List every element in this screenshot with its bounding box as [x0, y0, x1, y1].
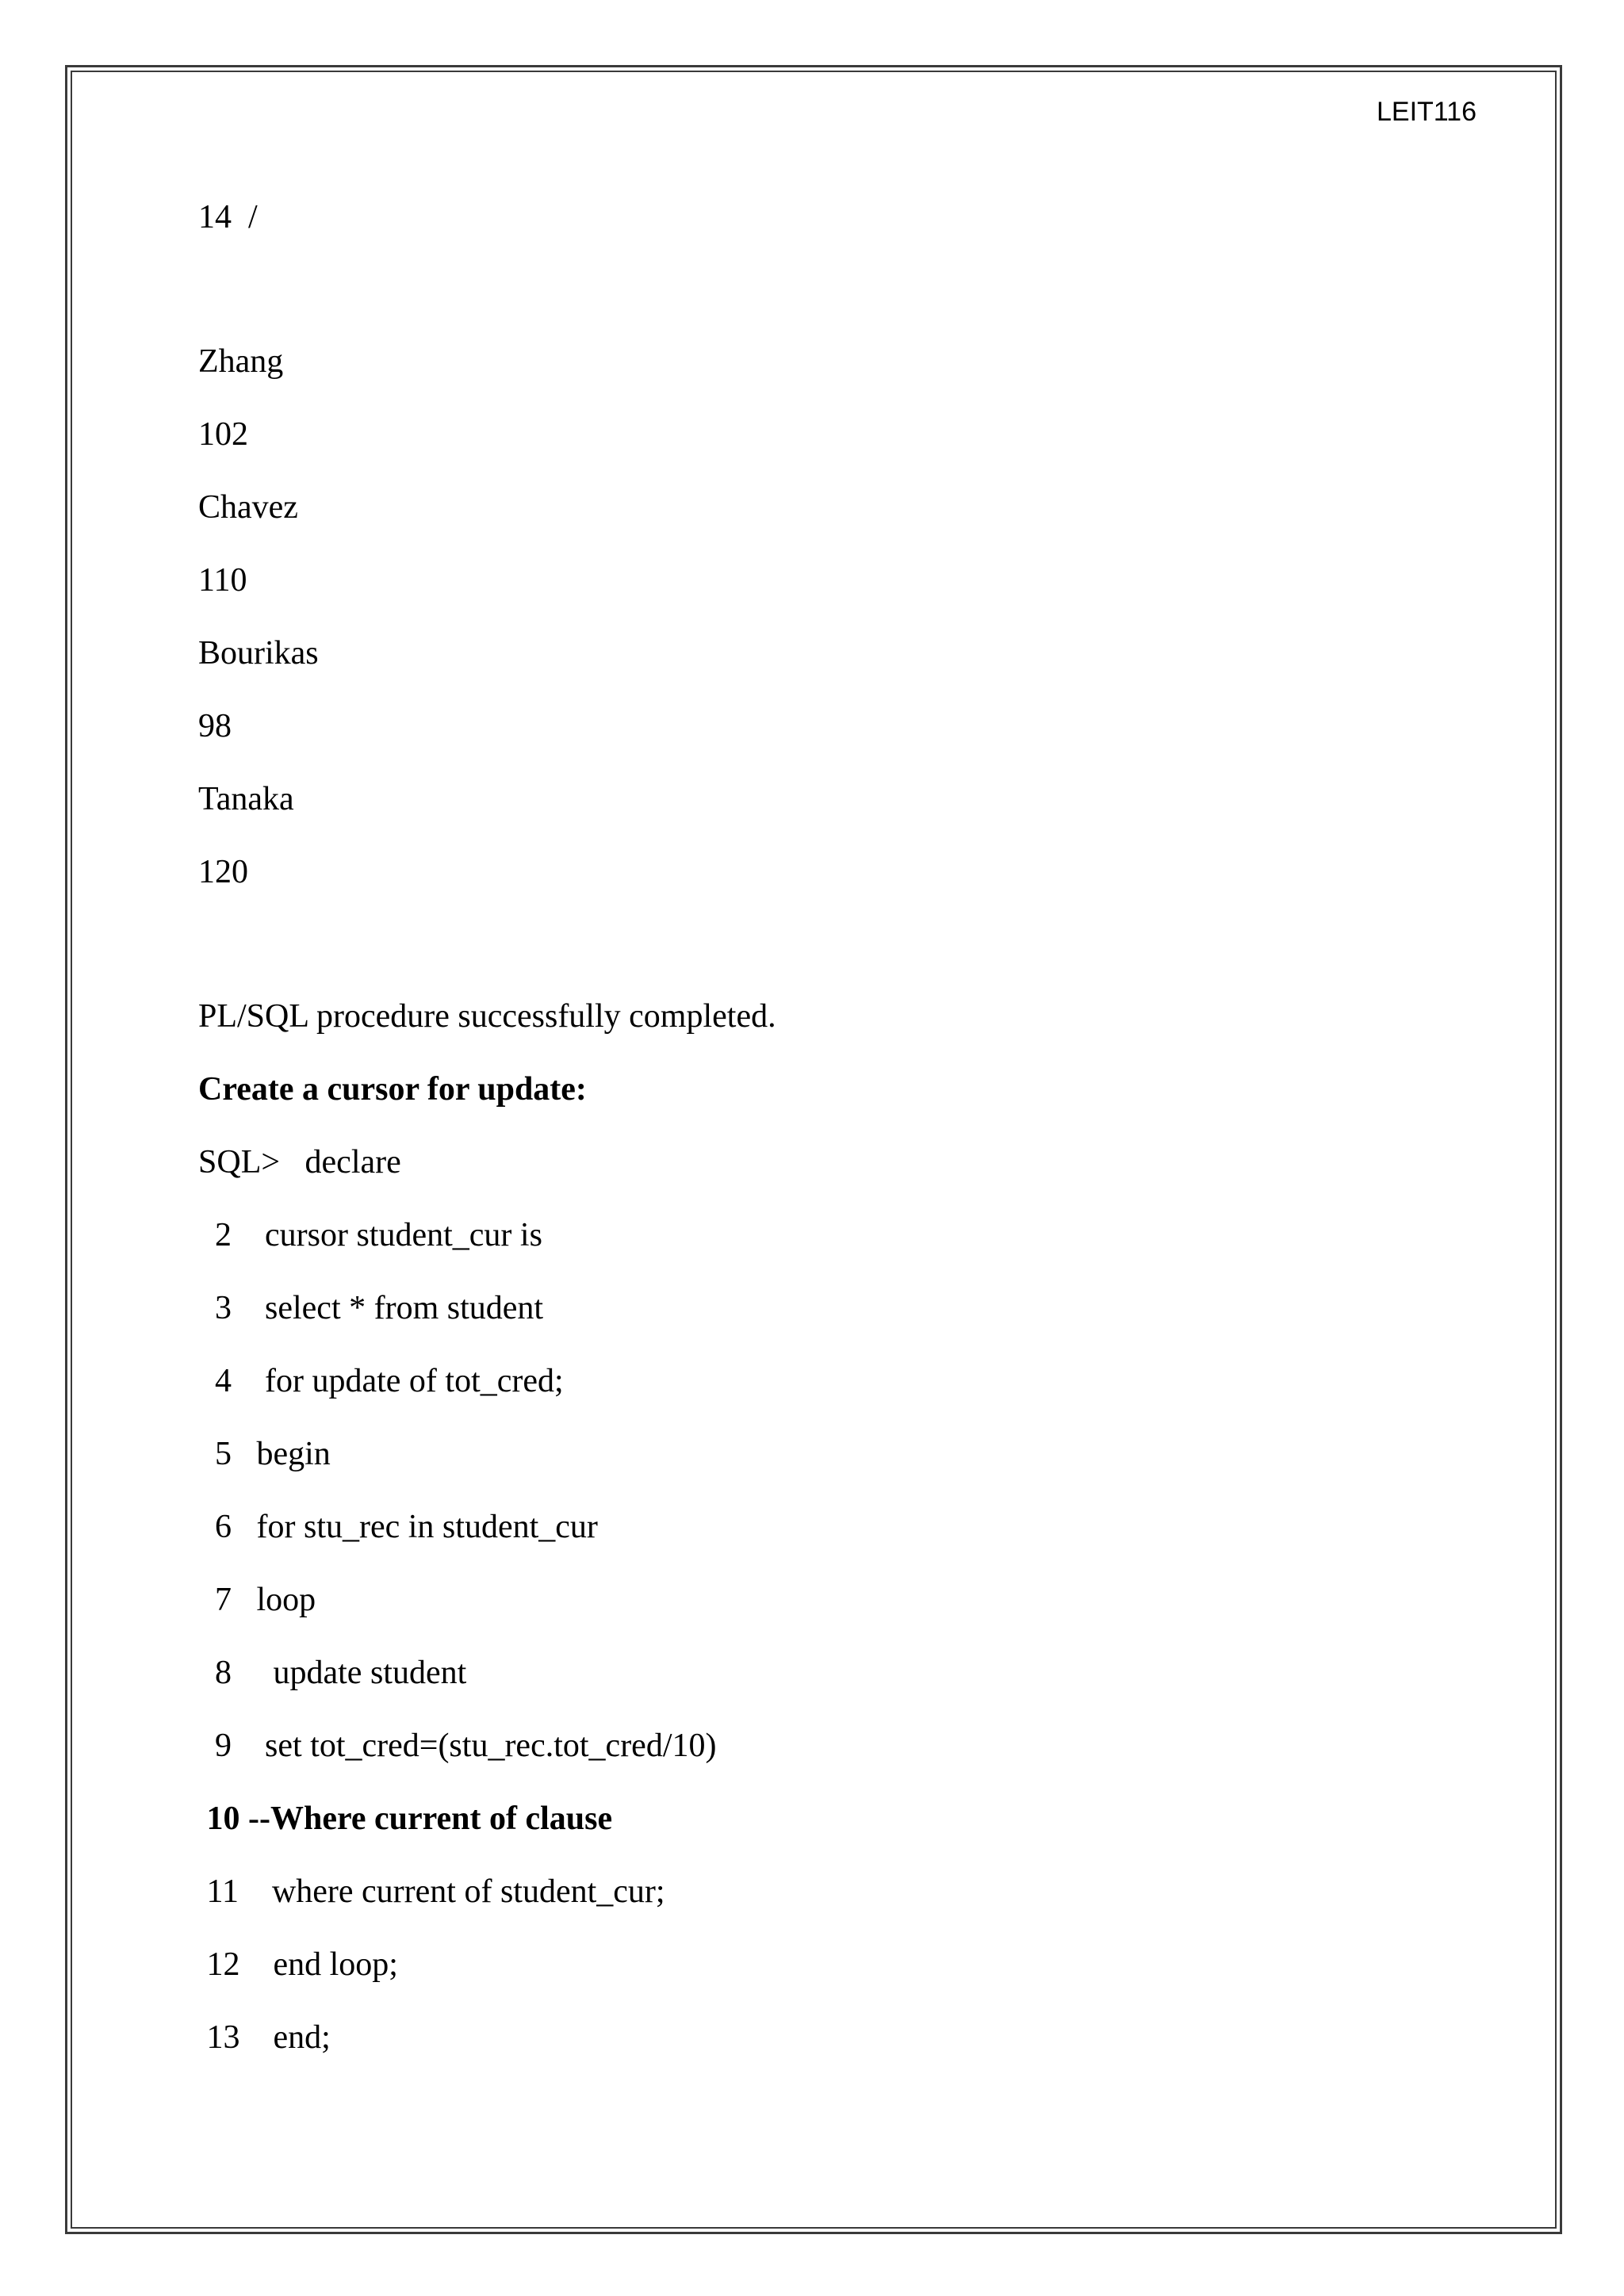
line-terminator: 14 / [198, 199, 258, 235]
code-line: 7 loop [198, 1582, 316, 1618]
code-line: 8 update student [198, 1655, 467, 1691]
output-row: 110 [198, 562, 247, 599]
code-line: 3 select * from student [198, 1290, 544, 1326]
output-row: 102 [198, 416, 248, 453]
output-row: 98 [198, 708, 232, 744]
code-line: 13 end; [198, 2019, 331, 2056]
document-code: LEIT116 [1376, 97, 1477, 127]
code-line: 12 end loop; [198, 1946, 398, 1983]
status-message: PL/SQL procedure successfully completed. [198, 998, 776, 1035]
code-line: 2 cursor student_cur is [198, 1217, 542, 1253]
code-line: 5 begin [198, 1436, 331, 1472]
code-line: 4 for update of tot_cred; [198, 1363, 564, 1399]
code-line: 6 for stu_rec in student_cur [198, 1509, 598, 1545]
code-line: SQL> declare [198, 1144, 401, 1181]
output-row: Bourikas [198, 635, 319, 672]
output-row: 120 [198, 854, 248, 890]
code-line: 11 where current of student_cur; [198, 1873, 665, 1910]
code-comment-line: 10 --Where current of clause [198, 1800, 613, 1837]
output-row: Zhang [198, 343, 284, 380]
section-heading: Create a cursor for update: [198, 1071, 587, 1108]
output-row: Tanaka [198, 781, 294, 817]
output-row: Chavez [198, 489, 298, 526]
code-line: 9 set tot_cred=(stu_rec.tot_cred/10) [198, 1728, 717, 1764]
